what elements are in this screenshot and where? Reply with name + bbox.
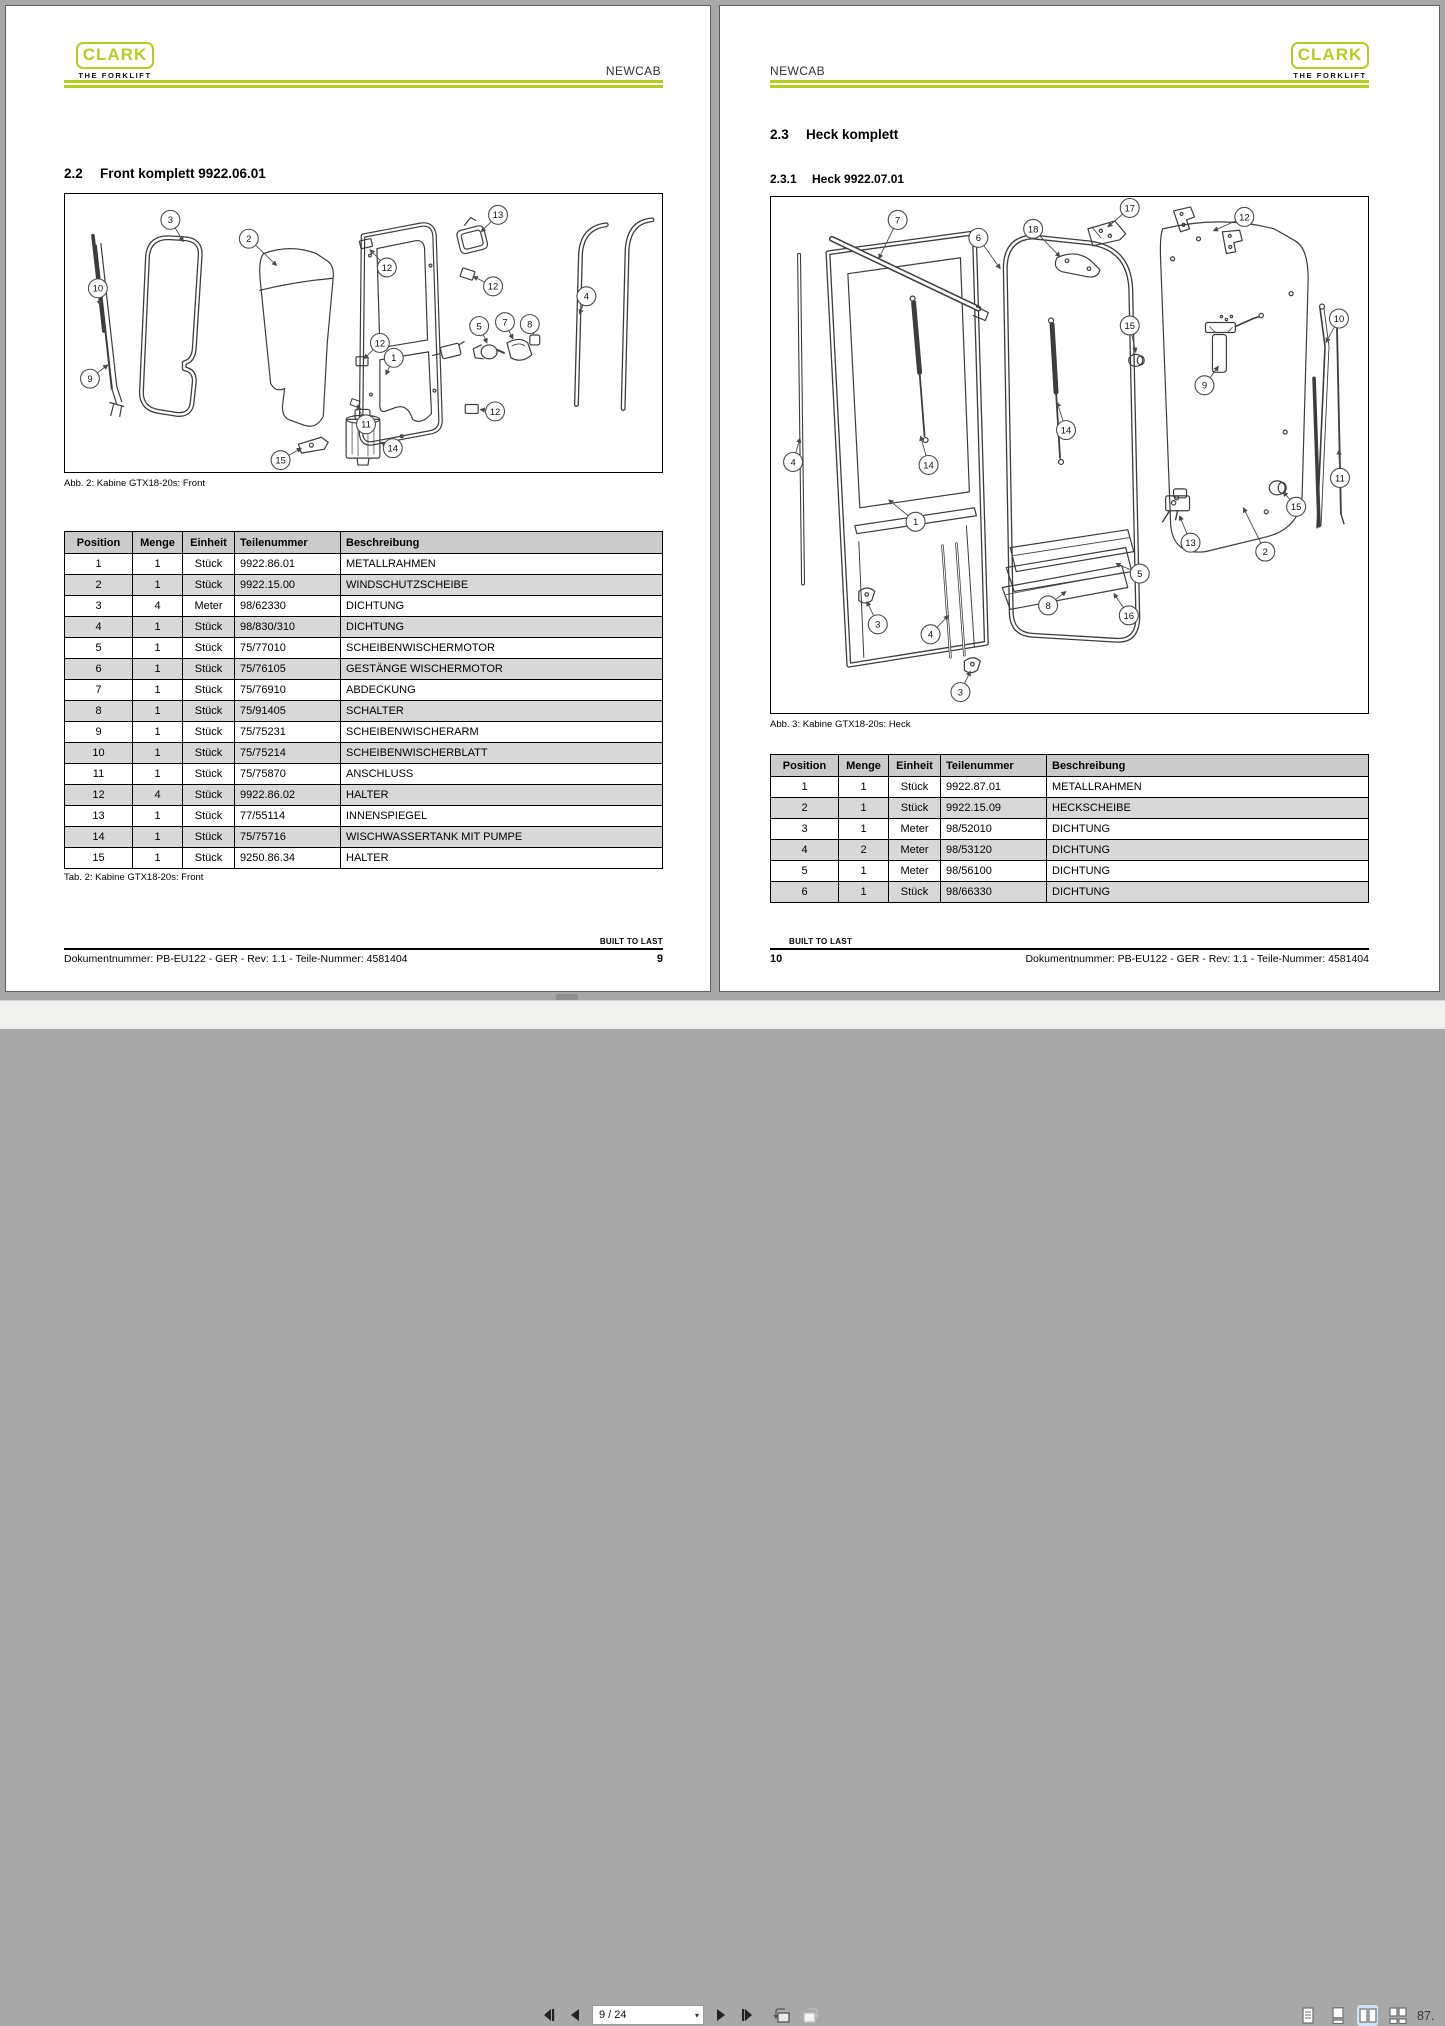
table-cell: 11 [65,764,133,785]
table-cell: 1 [133,617,183,638]
svg-text:12: 12 [374,337,386,349]
svg-text:7: 7 [895,215,901,227]
section-number: 2.2 [64,166,83,181]
svg-text:3: 3 [167,214,174,226]
table-cell: 1 [133,827,183,848]
table-cell: 1 [133,554,183,575]
table-cell: 9922.86.02 [235,785,341,806]
table-cell: 4 [771,840,839,861]
previous-page-icon [568,2008,582,2022]
table-row [65,827,663,848]
header-rule-2 [64,85,663,88]
table-caption: Tab. 2: Kabine GTX18-20s: Front [64,872,204,883]
view-layout-controls [1297,2005,1441,2026]
table-cell: 6 [771,882,839,903]
subsection-number: 2.3.1 [770,172,797,186]
footer-rule [770,948,1369,950]
parts-table [64,531,663,869]
table-cell: 98/830/310 [235,617,341,638]
table-cell: DICHTUNG [341,596,663,617]
svg-text:4: 4 [790,457,796,469]
callout-4 [921,615,948,643]
table-cell: DICHTUNG [1047,882,1369,903]
table-cell: 13 [65,806,133,827]
callout-2 [239,229,276,265]
column-header: Menge [133,532,183,554]
table-cell: 98/66330 [941,882,1047,903]
column-header: Teilenummer [941,755,1047,777]
table-cell: 9 [65,722,133,743]
table-cell: 1 [133,659,183,680]
table-row [771,882,1369,903]
table-cell: 1 [133,575,183,596]
table-row [65,680,663,701]
table-cell: SCHEIBENWISCHERMOTOR [341,638,663,659]
pdf-page-left [5,5,711,992]
table-cell: 4 [65,617,133,638]
column-header: Einheit [183,532,235,554]
svg-text:12: 12 [1239,212,1250,224]
table-cell: 10 [65,743,133,764]
table-cell: 2 [771,798,839,819]
exploded-diagram-heck [770,196,1369,714]
table-cell: Stück [183,575,235,596]
table-row [771,861,1369,882]
table-cell: 2 [65,575,133,596]
table-cell: Meter [183,596,235,617]
table-cell: 9922.15.09 [941,798,1047,819]
table-cell: 4 [133,596,183,617]
two-column-view-button[interactable] [1387,2005,1408,2026]
table-cell: METALLRAHMEN [1047,777,1369,798]
previous-view-button[interactable] [773,2005,793,2025]
svg-text:10: 10 [1333,313,1345,325]
parts-table-front [64,531,663,869]
table-cell: 98/52010 [941,819,1047,840]
table-cell: 9922.86.01 [235,554,341,575]
heck-diagram-svg [771,197,1368,713]
svg-text:11: 11 [361,418,371,430]
table-cell: Stück [183,701,235,722]
table-row [65,554,663,575]
svg-text:1: 1 [391,352,397,364]
table-cell: ANSCHLUSS [341,764,663,785]
table-cell: WINDSCHUTZSCHEIBE [341,575,663,596]
callout-1 [889,500,925,531]
table-cell: Stück [183,806,235,827]
table-cell: Stück [183,554,235,575]
table-cell: Stück [889,798,941,819]
header-rule-1 [770,80,1369,83]
built-to-last-tagline: BUILT TO LAST [599,937,663,946]
svg-text:13: 13 [492,209,504,221]
table-cell: 5 [771,861,839,882]
table-cell: Stück [183,680,235,701]
section-heading [64,166,266,181]
clark-logo-text: CLARK [76,42,154,69]
svg-text:3: 3 [957,687,964,699]
table-cell: 8 [65,701,133,722]
running-header-title: NEWCAB [605,64,661,78]
svg-text:4: 4 [583,290,590,302]
column-header: Beschreibung [1047,755,1369,777]
table-cell: Meter [889,861,941,882]
table-cell: 9922.87.01 [941,777,1047,798]
table-cell: 4 [133,785,183,806]
table-row [771,840,1369,861]
next-view-button[interactable] [800,2005,820,2025]
document-number: Dokumentnummer: PB-EU122 - GER - Rev: 1.1 - Teile-Nummer: 4581404 [1025,953,1369,965]
section-title: Heck komplett [806,127,899,142]
table-cell: 1 [133,638,183,659]
table-row [65,701,663,722]
subsection-title: Heck 9922.07.01 [812,172,905,186]
table-cell: 14 [65,827,133,848]
document-number: Dokumentnummer: PB-EU122 - GER - Rev: 1.1 - Teile-Nummer: 4581404 [64,953,408,965]
svg-text:18: 18 [1027,224,1039,236]
table-cell: 5 [65,638,133,659]
callout-7 [496,313,515,339]
table-cell: 1 [771,777,839,798]
table-cell: Stück [183,722,235,743]
table-row [65,806,663,827]
svg-text:12: 12 [489,405,501,417]
callout-12 [480,402,504,421]
table-cell: Stück [183,785,235,806]
table-row [65,638,663,659]
table-cell: 1 [839,882,889,903]
svg-text:16: 16 [1123,610,1135,622]
table-cell: SCHALTER [341,701,663,722]
callout-13 [481,205,507,231]
table-cell: Stück [183,848,235,869]
table-cell: WISCHWASSERTANK MIT PUMPE [341,827,663,848]
table-cell: 75/91405 [235,701,341,722]
front-diagram-svg [65,194,662,472]
svg-text:5: 5 [1137,568,1143,580]
callout-14 [919,436,938,474]
callout-15 [271,448,301,469]
table-cell: SCHEIBENWISCHERARM [341,722,663,743]
table-row [771,798,1369,819]
table-cell: 75/75231 [235,722,341,743]
callout-1 [384,348,403,374]
table-row [65,764,663,785]
callout-10 [88,279,107,305]
parts-table-heck [770,754,1369,903]
table-row [65,743,663,764]
first-page-button[interactable] [538,2005,558,2025]
clark-logo-subtitle: THE FORKLIFT [78,71,152,80]
table-cell: 98/53120 [941,840,1047,861]
table-cell: Stück [183,617,235,638]
svg-text:5: 5 [476,320,482,332]
svg-text:15: 15 [1290,502,1302,514]
svg-text:4: 4 [927,629,934,641]
callout-3 [867,601,887,633]
viewer-toolbar [0,1000,1445,2023]
table-cell: 1 [133,722,183,743]
svg-text:9: 9 [1201,380,1208,392]
section-heading [770,127,898,142]
table-cell: 1 [133,680,183,701]
table-cell: GESTÄNGE WISCHERMOTOR [341,659,663,680]
table-cell: 98/56100 [941,861,1047,882]
table-cell: HALTER [341,785,663,806]
svg-text:15: 15 [275,454,286,466]
table-cell: 75/77010 [235,638,341,659]
running-header-title: NEWCAB [770,64,826,78]
callout-5 [470,317,489,343]
two-column-icon [1389,2007,1407,2024]
table-cell: 1 [133,848,183,869]
table-cell: 75/75716 [235,827,341,848]
table-cell: 3 [65,596,133,617]
table-cell: Meter [889,819,941,840]
first-page-icon [540,2008,556,2022]
svg-text:8: 8 [1045,600,1051,612]
column-header: Einheit [889,755,941,777]
table-cell: ABDECKUNG [341,680,663,701]
svg-text:12: 12 [487,280,499,292]
table-cell: 1 [839,861,889,882]
svg-text:9: 9 [87,373,93,385]
svg-text:13: 13 [1185,538,1196,550]
built-to-last-tagline: BUILT TO LAST [789,937,853,946]
callout-12 [370,250,396,277]
page-navigation [538,2005,820,2025]
callout-17 [1108,198,1139,226]
table-row [65,848,663,869]
clark-logo [76,42,154,80]
exploded-diagram-front [64,193,663,473]
single-page-view-button[interactable] [1297,2005,1318,2026]
clark-logo [1291,42,1369,80]
svg-text:6: 6 [975,233,981,245]
column-header: Teilenummer [235,532,341,554]
table-cell: Stück [183,827,235,848]
table-cell: Stück [183,659,235,680]
callout-3 [951,671,970,701]
callout-12 [473,276,502,295]
next-page-icon [714,2008,728,2022]
footer-row [770,953,1369,965]
footer-rule [64,948,663,950]
table-row [65,659,663,680]
parts-table [770,754,1369,903]
header-rule-2 [770,85,1369,88]
table-cell: INNENSPIEGEL [341,806,663,827]
svg-text:8: 8 [527,318,533,330]
footer-row [64,953,663,965]
table-cell: 1 [133,701,183,722]
table-row [65,785,663,806]
table-cell: 9922.15.00 [235,575,341,596]
previous-page-button[interactable] [565,2005,585,2025]
page-dropdown-arrow-icon[interactable]: ▾ [694,2010,699,2020]
table-row [65,575,663,596]
table-cell: 1 [839,798,889,819]
svg-text:2: 2 [1262,547,1268,559]
table-cell: Stück [183,638,235,659]
table-cell: DICHTUNG [1047,861,1369,882]
table-cell: 98/62330 [235,596,341,617]
svg-text:14: 14 [1060,425,1072,437]
last-page-icon [740,2008,756,2022]
table-cell: 2 [839,840,889,861]
figure-caption: Abb. 2: Kabine GTX18-20s: Front [64,478,205,489]
clark-logo-text: CLARK [1291,42,1369,69]
clark-logo-subtitle: THE FORKLIFT [1293,71,1367,80]
section-title: Front komplett 9922.06.01 [100,166,266,181]
table-cell: DICHTUNG [1047,819,1369,840]
svg-text:15: 15 [1124,320,1136,332]
svg-text:12: 12 [381,261,393,273]
page-number: 9 [656,953,663,965]
table-row [65,596,663,617]
single-page-icon [1300,2007,1316,2024]
svg-text:11: 11 [1335,473,1345,485]
figure-caption: Abb. 3: Kabine GTX18-20s: Heck [770,719,911,730]
table-cell: DICHTUNG [1047,840,1369,861]
section-number: 2.3 [770,127,789,142]
table-cell: HECKSCHEIBE [1047,798,1369,819]
table-cell: Stück [889,777,941,798]
table-row [771,777,1369,798]
svg-text:2: 2 [246,233,252,245]
svg-text:10: 10 [92,282,104,294]
table-row [65,722,663,743]
table-cell: 7 [65,680,133,701]
table-cell: Stück [183,743,235,764]
callout-14 [1057,402,1076,439]
table-cell: 1 [839,819,889,840]
table-cell: 77/55114 [235,806,341,827]
table-cell: 1 [65,554,133,575]
callout-7 [879,210,907,258]
table-cell: 6 [65,659,133,680]
table-cell: 9250.86.34 [235,848,341,869]
svg-text:1: 1 [912,517,919,529]
next-view-icon [800,2007,820,2024]
svg-text:14: 14 [923,460,934,472]
last-page-button[interactable] [738,2005,758,2025]
svg-text:7: 7 [502,316,508,328]
table-cell: 75/76105 [235,659,341,680]
table-cell: SCHEIBENWISCHERBLATT [341,743,663,764]
page-number-field[interactable] [592,2005,704,2025]
callout-9 [81,365,108,388]
next-page-button[interactable] [711,2005,731,2025]
table-cell: 1 [133,743,183,764]
column-header: Position [771,755,839,777]
callout-16 [1114,593,1138,624]
previous-view-icon [773,2007,793,2024]
one-column-icon [1330,2007,1346,2024]
table-cell: METALLRAHMEN [341,554,663,575]
pdf-page-right [719,5,1440,992]
svg-text:17: 17 [1124,203,1136,215]
table-cell: 3 [771,819,839,840]
table-cell: DICHTUNG [341,617,663,638]
table-cell: 75/75214 [235,743,341,764]
table-cell: Stück [889,882,941,903]
svg-text:14: 14 [387,442,399,454]
table-row [65,617,663,638]
table-cell: HALTER [341,848,663,869]
two-page-view-button[interactable] [1357,2005,1378,2026]
one-column-view-button[interactable] [1327,2005,1348,2026]
table-cell: 1 [133,806,183,827]
column-header: Beschreibung [341,532,663,554]
table-cell: 1 [133,764,183,785]
table-cell: 12 [65,785,133,806]
table-row [771,819,1369,840]
subsection-heading [770,172,904,186]
column-header: Menge [839,755,889,777]
svg-text:3: 3 [875,619,881,631]
header-rule-1 [64,80,663,83]
table-cell: 15 [65,848,133,869]
callout-8 [520,315,539,334]
zoom-level-text[interactable]: 87. [1417,2008,1435,2023]
table-cell: Meter [889,840,941,861]
two-page-icon [1359,2007,1377,2024]
table-cell: Stück [183,764,235,785]
page-number: 10 [770,953,783,965]
table-cell: 75/76910 [235,680,341,701]
page-field-value: 9 / 24 [599,2009,627,2021]
table-cell: 1 [839,777,889,798]
table-cell: 75/75870 [235,764,341,785]
column-header: Position [65,532,133,554]
callout-8 [1039,591,1066,614]
